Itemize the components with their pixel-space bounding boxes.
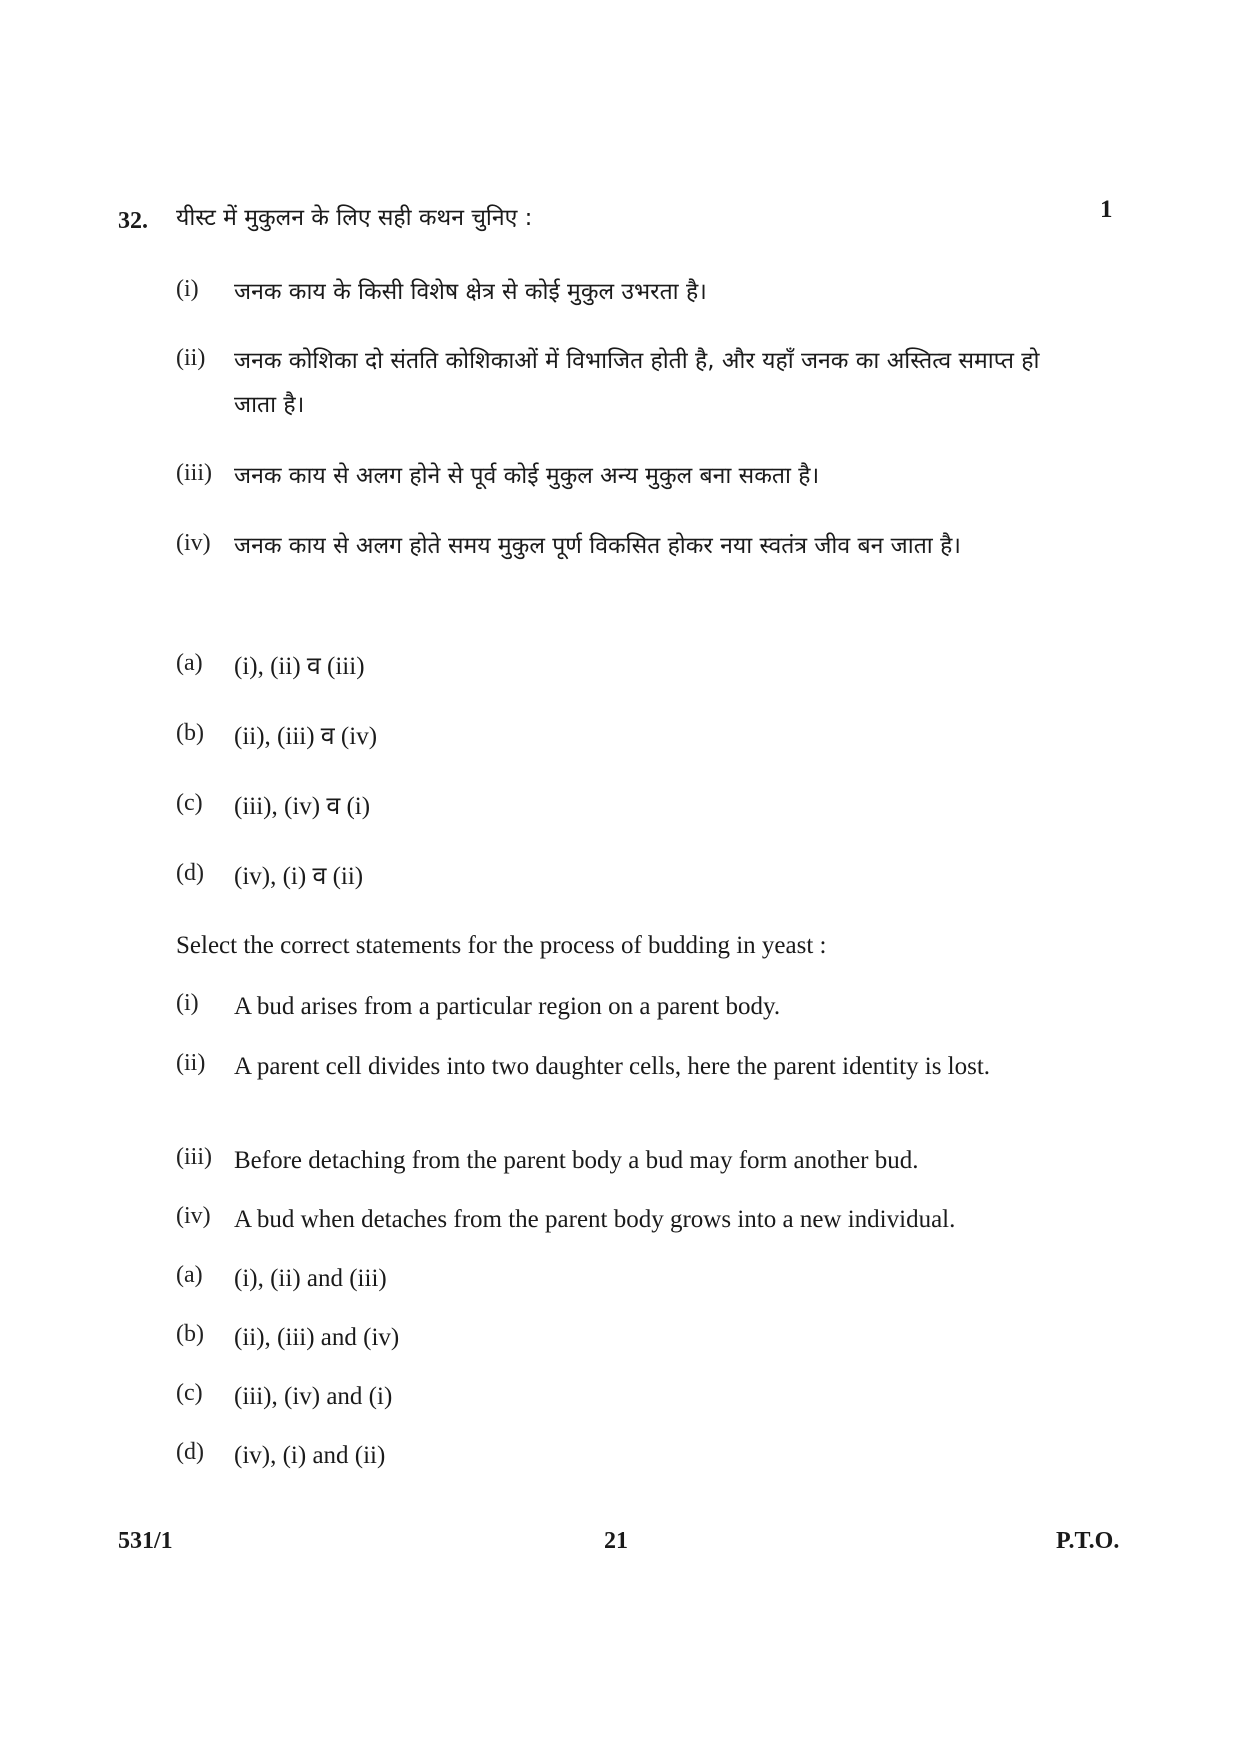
option-label: (d) — [176, 1439, 204, 1465]
paper-code: 531/1 — [118, 1528, 173, 1554]
english-question-stem: Select the correct statements for the process of budding in yeast : — [176, 932, 827, 959]
statement-text: A bud when detaches from the parent body grows into a new individual. — [234, 1206, 956, 1233]
question-marks: 1 — [1100, 196, 1113, 223]
option-label: (b) — [176, 720, 204, 746]
statement-label: (iv) — [176, 1203, 211, 1229]
statement-label: (iv) — [176, 530, 211, 556]
statement-label: (i) — [176, 276, 199, 302]
option-text: (iii), (iv) व (i) — [234, 793, 371, 820]
option-label: (c) — [176, 790, 203, 816]
option-text: (iv), (i) and (ii) — [234, 1442, 386, 1469]
option-label: (b) — [176, 1321, 204, 1347]
statement-label: (i) — [176, 990, 199, 1016]
option-text: (ii), (iii) व (iv) — [234, 723, 378, 750]
statement-text: जनक काय से अलग होते समय मुकुल पूर्ण विकसित होकर नया स्वतंत्र जीव बन जाता है। — [234, 533, 962, 559]
option-text: (iii), (iv) and (i) — [234, 1383, 393, 1410]
statement-text: A parent cell divides into two daughter cells, here the parent identity is lost. — [234, 1053, 991, 1080]
page-number: 21 — [604, 1528, 628, 1554]
statement-text: A bud arises from a particular region on a parent body. — [234, 993, 781, 1020]
statement-text: Before detaching from the parent body a bud may form another bud. — [234, 1147, 919, 1174]
statement-text: जनक काय के किसी विशेष क्षेत्र से कोई मुकुल उभरता है। — [234, 279, 707, 305]
pto-label: P.T.O. — [1056, 1528, 1120, 1554]
option-text: (iv), (i) व (ii) — [234, 863, 364, 890]
hindi-question-stem: यीस्ट में मुकुलन के लिए सही कथन चुनिए : — [176, 205, 533, 231]
option-label: (a) — [176, 650, 203, 676]
statement-text: जनक कोशिका दो संतति कोशिकाओं में विभाजित होती है, और यहाँ जनक का अस्तित्व समाप्त हो जाता है। — [234, 348, 1040, 418]
statement-text: जनक काय से अलग होने से पूर्व कोई मुकुल अन्य मुकुल बना सकता है। — [234, 463, 820, 489]
option-label: (d) — [176, 860, 204, 886]
option-label: (c) — [176, 1380, 203, 1406]
statement-label: (iii) — [176, 460, 212, 486]
option-text: (i), (ii) व (iii) — [234, 653, 365, 680]
option-text: (ii), (iii) and (iv) — [234, 1324, 400, 1351]
statement-label: (iii) — [176, 1144, 212, 1170]
question-number: 32. — [118, 208, 148, 234]
statement-label: (ii) — [176, 1050, 206, 1076]
option-text: (i), (ii) and (iii) — [234, 1265, 387, 1292]
option-label: (a) — [176, 1262, 203, 1288]
statement-label: (ii) — [176, 345, 206, 371]
